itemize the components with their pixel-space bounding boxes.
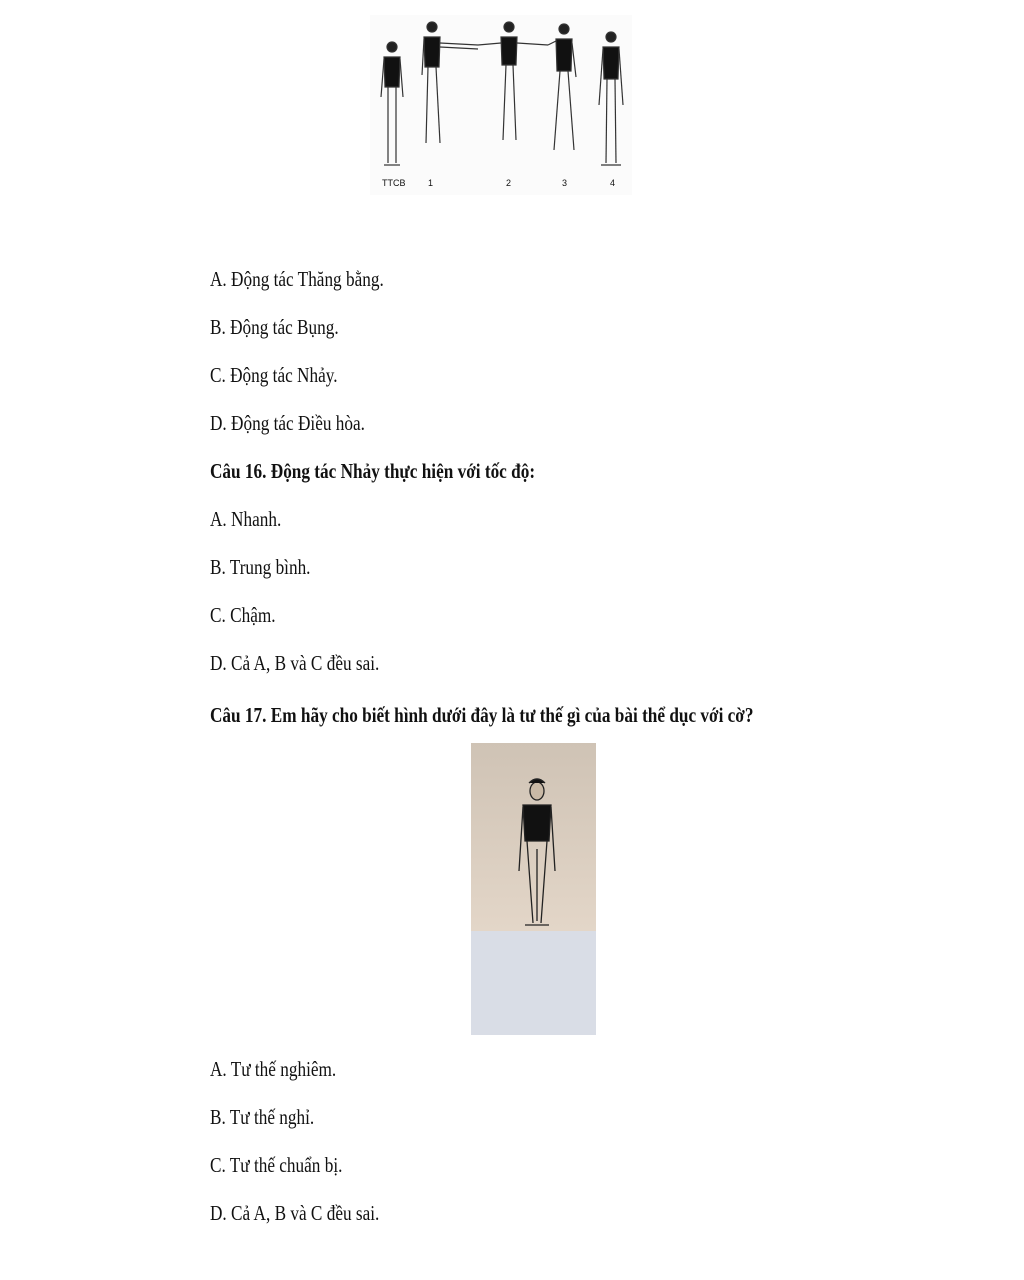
pose-ttcb <box>381 42 403 165</box>
pose-label-2: 2 <box>506 178 512 188</box>
pose-2 <box>478 22 548 140</box>
q16-option-c: C. Chậm. <box>210 603 276 627</box>
pose-4 <box>599 32 623 165</box>
q17-option-d: D. Cả A, B và C đều sai. <box>210 1201 380 1225</box>
q15-option-a: A. Động tác Thăng bằng. <box>210 267 384 291</box>
exercise-sequence-illustration <box>370 15 632 195</box>
q17-question: Câu 17. Em hãy cho biết hình dưới đây là tư thế gì của bài thể dục với cờ? <box>210 703 754 727</box>
q17-option-a: A. Tư thế nghiêm. <box>210 1057 337 1081</box>
standing-figure-illustration <box>471 743 596 1035</box>
q16-option-d: D. Cả A, B và C đều sai. <box>210 651 380 675</box>
q16-option-b: B. Trung bình. <box>210 555 311 579</box>
pose-label-3: 3 <box>562 178 568 188</box>
pose-label-ttcb: TTCB <box>382 178 406 188</box>
pose-1 <box>422 22 478 143</box>
pose-3 <box>548 24 576 150</box>
exercise-sequence-figure <box>370 15 632 195</box>
q15-option-c: C. Động tác Nhảy. <box>210 363 338 387</box>
pose-label-4: 4 <box>610 178 616 188</box>
q16-question: Câu 16. Động tác Nhảy thực hiện với tốc độ: <box>210 459 536 483</box>
q17-option-c: C. Tư thế chuẩn bị. <box>210 1153 343 1177</box>
q15-option-b: B. Động tác Bụng. <box>210 315 339 339</box>
standing-pose-photo <box>471 743 596 1035</box>
q16-option-a: A. Nhanh. <box>210 507 282 531</box>
q15-option-d: D. Động tác Điều hòa. <box>210 411 365 435</box>
pose-label-1: 1 <box>428 178 434 188</box>
q17-option-b: B. Tư thế nghỉ. <box>210 1105 315 1129</box>
